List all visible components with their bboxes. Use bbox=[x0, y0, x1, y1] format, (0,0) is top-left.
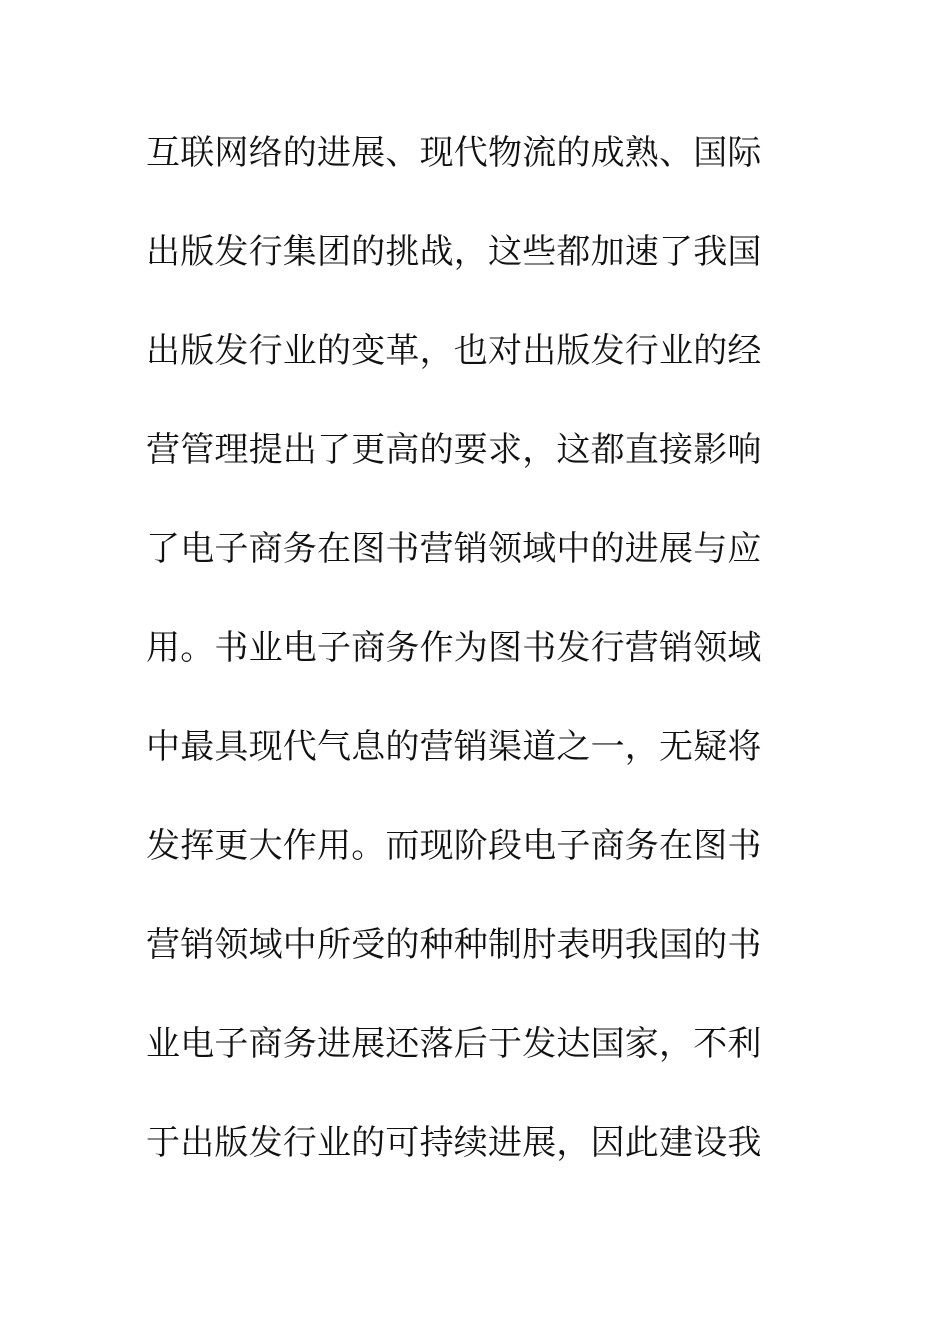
text-line: 中最具现代气息的营销渠道之一，无疑将 bbox=[146, 727, 762, 767]
text-line: 了电子商务在图书营销领域中的进展与应 bbox=[146, 529, 762, 569]
text-line: 于出版发行业的可持续进展，因此建设我 bbox=[146, 1123, 762, 1163]
text-line: 业电子商务进展还落后于发达国家，不利 bbox=[146, 1024, 762, 1064]
text-line: 营销领域中所受的种种制肘表明我国的书 bbox=[146, 925, 762, 965]
text-line: 营管理提出了更高的要求，这都直接影响 bbox=[146, 430, 762, 470]
text-line: 出版发行集团的挑战，这些都加速了我国 bbox=[146, 232, 762, 272]
text-line: 出版发行业的变革，也对出版发行业的经 bbox=[146, 331, 762, 371]
body-paragraph bbox=[146, 127, 786, 1216]
text-line: 发挥更大作用。而现阶段电子商务在图书 bbox=[146, 826, 762, 866]
text-line: 互联网络的进展、现代物流的成熟、国际 bbox=[146, 133, 762, 173]
text-line: 用。书业电子商务作为图书发行营销领域 bbox=[146, 628, 762, 668]
